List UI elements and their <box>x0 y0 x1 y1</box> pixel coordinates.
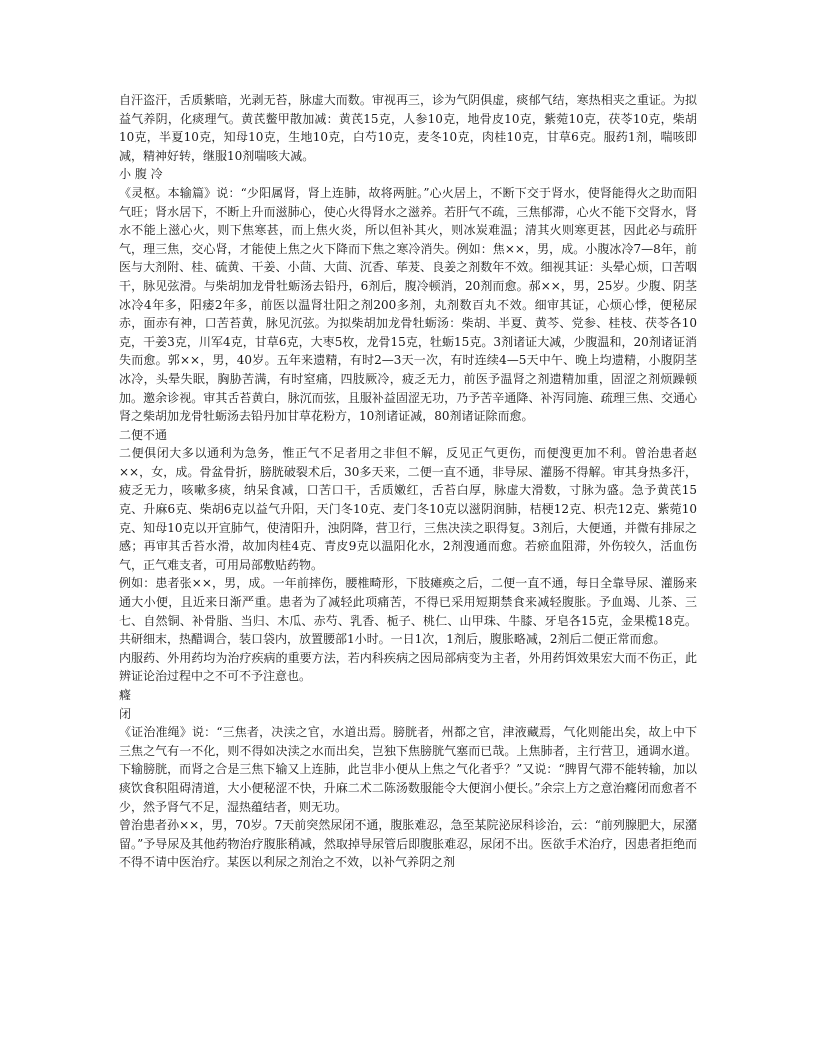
paragraph-urinary-retention-theory: 《证治准绳》说：“三焦者，决渎之官，水道出焉。膀胱者，州都之官，津液藏焉，气化则能出矣，故上中下三焦之气有一不化，则不得如决渎之水而出矣，岂独下焦膀胱气塞而已哉。上焦肺者，主行营卫，通调水道。下输膀胱，而肾之合是三焦下输又上连肺，此岂非小便从上焦之气化者乎？”又说：“脾胃气滞不能转输，加以痰饮食积阻碍清道，大小便秘涩不快，升麻二术二陈汤数服能令大便润小便长。”余宗上方之意治癃闭而愈者不少，然予肾气不足，湿热蕴结者，则无功。 <box>119 725 697 814</box>
paragraph-urinary-retention-case: 曾治患者孙××，男，70岁。7天前突然尿闭不通，腹胀难忍，急至某院泌尿科诊治，云：“前列腺肥大，尿潴留。”予导尿及其他药物治疗腹胀稍减，然取掉导尿管后即腹胀难忍，尿闭不出。医欲手术治疗，因患者拒绝而不得不请中医治疗。某医以利尿之剂治之不效，以补气养阴之剂 <box>119 818 697 870</box>
paragraph-case-continuation: 自汗盗汗，舌质紫暗，光剥无苔，脉虚大而数。审视再三，诊为气阴俱虚，痰郁气结，寒热相夹之重证。为拟益气养阴，化痰理气。黄芪鳖甲散加减：黄芪15克，人参10克，地骨皮10克，紫菀10克，茯苓10克，柴胡10克，半夏10克，知母10克，生地10克，白芍10克，麦冬10克，肉桂10克，甘草6克。服药1剂，喘咳即减，精神好转，继服10剂喘咳大减。 <box>119 93 697 163</box>
document-page <box>119 91 697 872</box>
section-heading-urinary-retention-line1: 癃 <box>119 688 132 702</box>
section-heading-urinary-retention-line2: 闭 <box>119 706 132 721</box>
section-heading-lower-abdomen-cold: 小 腹 冷 <box>119 167 163 182</box>
paragraph-summary-note: 内服药、外用药均为治疗疾病的重要方法，若内科疾病之因局部病变为主者，外用药饵效果宏大而不伤正，此辨证论治过程中之不可不予注意也。 <box>119 650 697 684</box>
paragraph-constipation-case: 二便俱闭大多以通利为急务，惟正气不足者用之非但不解，反见正气更伤，而便溲更加不利。曾治患者赵××，女，成。骨盆骨折，膀胱破裂术后，30多天来，二便一直不通，非导尿、灌肠不得解。审其身热多汗，疲乏无力，咳嗽多痰，纳呆食减，口苦口干，舌质嫩红，舌苔白厚，脉虚大滑数，寸脉为盛。急予黄芪15克、升麻6克、柴胡6克以益气升阳，天门冬10克、麦门冬10克以滋阴润肺，桔梗12克、枳壳12克、紫菀10克、知母10克以开宣肺气，使清阳升，浊阴降，营卫行，三焦决渎之职得复。3剂后，大便通，并微有排尿之感；再审其舌苔水滑，故加肉桂4克、青皮9克以温阳化水，2剂溲通而愈。若瘀血阻滞，外伤较久，活血伤气，正气难支者，可用局部敷贴药物。 <box>119 446 697 572</box>
section-heading-constipation-retention: 二便不通 <box>119 427 168 442</box>
paragraph-lower-abdomen-cold: 《灵枢。本输篇》说：“少阳属肾，肾上连肺，故将两脏。”心火居上，不断下交于肾水，使肾能得火之助而阳气旺；肾水居下，不断上升而滋肺心，使心火得肾水之滋养。若肝气不疏，三焦郁滞，心火不能下交肾水，肾水不能上滋心火，则下焦寒甚，而上焦火炎，所以但补其火，则冰炭难温；清其火则寒更甚，因此必与疏肝气，理三焦，交心肾，才能使上焦之火下降而下焦之寒冷消失。例如：焦××，男，成。小腹冰冷7—8年，前医与大剂附、桂、硫黄、干姜、小茴、大茴、沉香、荜茇、良姜之剂数年不效。细视其证：头晕心烦，口苦咽干，脉见弦滑。与柴胡加龙骨牡蛎汤去铅丹，6剂后，腹冷顿消，20剂而愈。郝××，男，25岁。少腹、阴茎冰冷4年多，阳痿2年多，前医以温肾壮阳之剂200多剂，丸剂数百丸不效。细审其证，心烦心悸，便秘尿赤，面赤有神，口苦苔黄，脉见沉弦。为拟柴胡加龙骨牡蛎汤：柴胡、半夏、黄芩、党参、桂枝、茯苓各10克，干姜3克，川军4克，甘草6克，大枣5枚，龙骨15克，牡蛎15克。3剂诸证大减，少腹温和，20剂诸证消失而愈。郭××，男，40岁。五年来遗精，有时2—3天一次，有时连续4—5天中午、晚上均遗精，小腹阴茎冰冷，头晕失眠，胸胁苦满，有时窒痛，四肢厥冷，疲乏无力，前医予温肾之剂遗精加重，固涩之剂烦躁顿加。邀余诊视。审其舌苔黄白，脉沉而弦，且服补益固涩无功，乃予苦辛通降、补泻同施、疏理三焦、交通心肾之柴胡加龙骨牡蛎汤去铅丹加甘草花粉方，10剂诸证减，80剂诸证除而愈。 <box>119 185 697 424</box>
paragraph-external-application-case: 例如：患者张××，男，成。一年前摔伤，腰椎畸形，下肢瘫痪之后，二便一直不通，每日全靠导尿、灌肠来通大小便，且近来日渐严重。患者为了减轻此项痛苦，不得已采用短期禁食来减轻腹胀。予血竭、儿茶、三七、自然铜、补骨脂、当归、木瓜、赤芍、乳香、栀子、桃仁、山甲珠、牛膝、牙皂各15克，金果榄18克。共研细末，热醋调合，装口袋内，放置腰部1小时。一日1次，1剂后，腹胀略减，2剂后二便正常而愈。 <box>119 576 697 647</box>
